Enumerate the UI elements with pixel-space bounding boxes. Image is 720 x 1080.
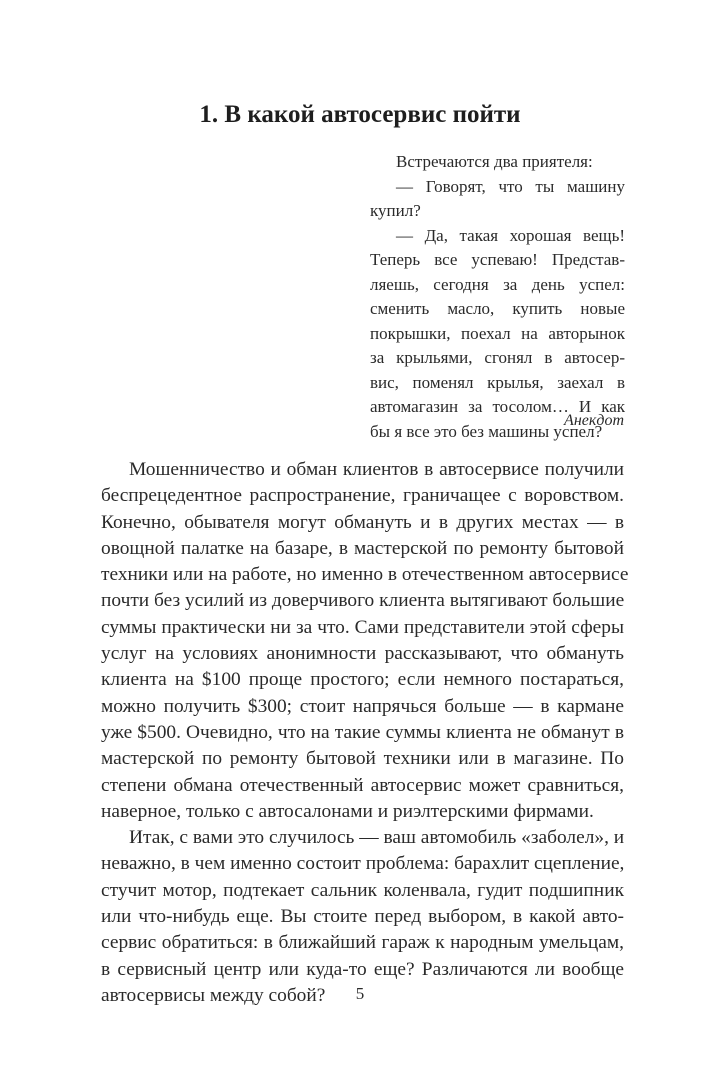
text-line: беспрецедентное распространение, граничащее с воровством. [101, 485, 624, 507]
text-line: Итак, с вами это случилось — ваш автомобиль «заболел», и [129, 827, 625, 849]
epigraph-line: купил? [370, 201, 421, 220]
epigraph-line: Теперь все успеваю! Представ- [370, 250, 625, 269]
text-line: клиента на $100 проще простого; если немного постараться, [101, 669, 624, 691]
text-line: техники или на работе, но именно в отечественном автосервисе [101, 564, 629, 586]
text-line: можно получить $300; стоит напрячься больше — в кармане [101, 695, 624, 717]
text-line: в сервисный центр или куда-то еще? Различаются ли вообще [101, 958, 624, 980]
paragraph [101, 457, 629, 825]
page-number: 5 [355, 984, 365, 1003]
epigraph-line: за крыльями, сгонял в автосер- [370, 348, 625, 367]
text-line: Мошенничество и обман клиентов в автосервисе получили [129, 459, 624, 480]
paragraph [101, 825, 624, 1009]
text-line: мастерской по ремонту бытовой техники или в магазине. По [101, 748, 624, 770]
text-line: степени обмана отечественный автосервис может сравниться, [101, 774, 624, 796]
epigraph-attribution: Анекдот [564, 412, 624, 429]
text-line: уже $500. Очевидно, что на такие суммы клиента не обманут в [101, 721, 624, 743]
text-line: услуг на условиях анонимности рассказывают, что обмануть [101, 643, 624, 665]
text-line: суммы практически ни за что. Сами представители этой сферы [101, 616, 624, 638]
epigraph-line: бы я все это без машины успел? [370, 421, 603, 441]
text-line: овощной палатке на базаре, в мастерской по ремонту бытовой [101, 537, 624, 559]
text-line: Конечно, обывателя могут обмануть и в других местах — в [101, 511, 624, 533]
epigraph-line: автомагазин за тосолом… И как [370, 397, 625, 416]
epigraph-line: ляешь, сегодня за день успел: [370, 274, 625, 294]
epigraph-line: — Да, такая хорошая вещь! [396, 225, 625, 245]
epigraph-line: — Говорят, что ты машину [396, 176, 625, 196]
epigraph [370, 150, 625, 444]
text-line: стучит мотор, подтекает сальник коленвала, гудит подшипник [101, 879, 624, 901]
chapter-title: 1. В какой автосервис пойти [199, 101, 521, 128]
epigraph-line: сменить масло, купить новые [370, 299, 625, 318]
text-line: автосервисы между собой? [101, 984, 326, 1006]
text-line: почти без усилий из доверчивого клиента вытягивают большие [101, 590, 625, 612]
body-text [101, 457, 629, 1009]
epigraph-line: вис, поменял крылья, заехал в [370, 372, 625, 392]
epigraph-line: Встречаются два приятеля: [396, 152, 593, 171]
text-line: или что-нибудь еще. Вы стоите перед выбором, в какой авто- [101, 906, 624, 928]
text-line: сервис обратиться: в ближайший гараж к народным умельцам, [101, 932, 624, 954]
epigraph-line: покрышки, поехал на авторынок [370, 323, 625, 343]
text-line: наверное, только с автосалонами и риэлтерскими фирмами. [101, 800, 594, 822]
text-line: неважно, в чем именно состоит проблема: барахлит сцепление, [101, 853, 625, 875]
